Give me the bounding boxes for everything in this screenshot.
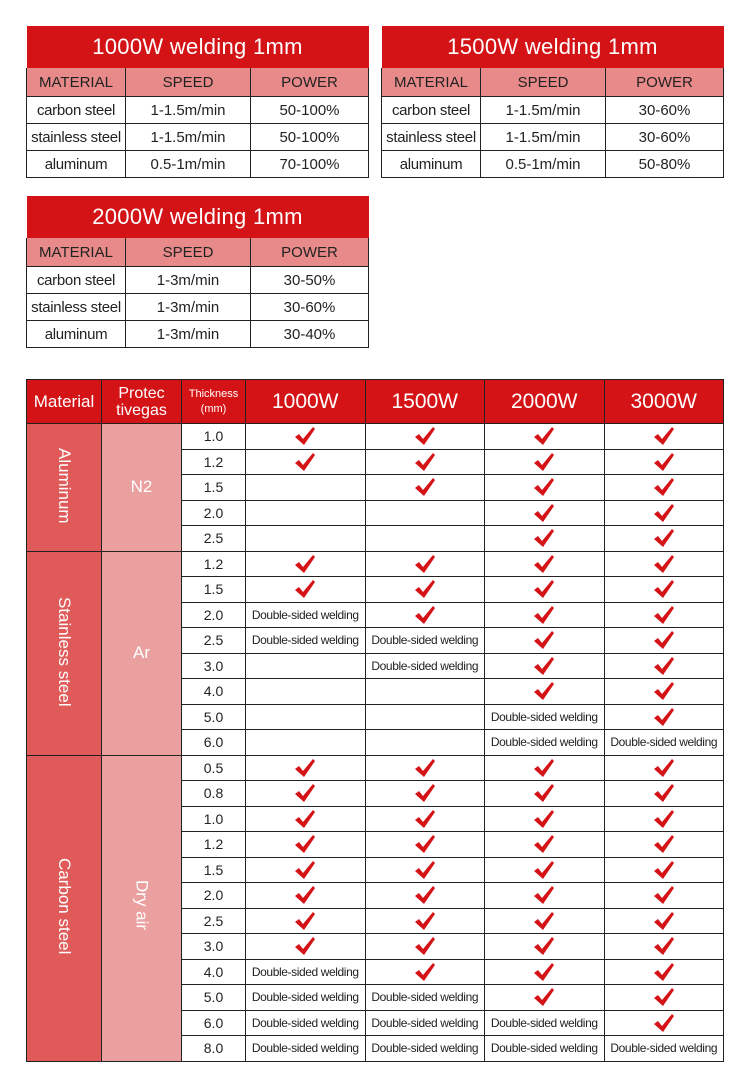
capability-cell <box>604 475 724 501</box>
checkmark-icon <box>414 886 436 902</box>
capability-cell <box>365 500 485 526</box>
column-header: SPEED <box>126 68 251 97</box>
speed-cell: 1-3m/min <box>126 294 251 321</box>
thickness-cell: 2.5 <box>182 526 246 552</box>
double-sided-welding-cell: Double-sided welding <box>246 1036 366 1062</box>
checkmark-icon <box>653 911 675 927</box>
speed-cell: 1-1.5m/min <box>126 97 251 124</box>
welding-table-1500w <box>381 26 724 178</box>
double-sided-welding-cell: Double-sided welding <box>246 1010 366 1036</box>
capability-cell <box>485 424 605 450</box>
capability-cell <box>485 653 605 679</box>
header-thickness-line1: Thickness <box>188 387 239 400</box>
material-cell: carbon steel <box>27 97 126 124</box>
table-row <box>27 124 369 151</box>
checkmark-icon <box>533 605 555 621</box>
thickness-cell: 8.0 <box>182 1036 246 1062</box>
capability-cell <box>485 985 605 1011</box>
capability-cell <box>604 602 724 628</box>
material-label: Carbon steel <box>55 858 74 955</box>
checkmark-icon <box>653 682 675 698</box>
checkmark-icon <box>653 427 675 443</box>
title-row <box>27 196 369 238</box>
thickness-cell: 3.0 <box>182 934 246 960</box>
checkmark-icon <box>414 911 436 927</box>
column-header: POWER <box>606 68 724 97</box>
gas-cell <box>102 424 182 552</box>
checkmark-icon <box>653 860 675 876</box>
power-cell: 30-50% <box>251 267 369 294</box>
capability-cell <box>246 934 366 960</box>
capability-cell <box>485 959 605 985</box>
double-sided-welding-cell: Double-sided welding <box>485 1036 605 1062</box>
gas-label: N2 <box>130 477 153 497</box>
material-cell: stainless steel <box>27 294 126 321</box>
capability-cell <box>246 449 366 475</box>
checkmark-icon <box>653 605 675 621</box>
checkmark-icon <box>653 554 675 570</box>
table-title: 1000W welding 1mm <box>27 26 369 68</box>
capability-cell <box>485 832 605 858</box>
checkmark-icon <box>653 988 675 1004</box>
double-sided-welding-cell: Double-sided welding <box>365 653 485 679</box>
capability-cell <box>365 449 485 475</box>
capability-cell <box>604 781 724 807</box>
header-3000w: 3000W <box>604 380 724 424</box>
checkmark-icon <box>533 580 555 596</box>
speed-cell: 1-3m/min <box>126 321 251 348</box>
checkmark-icon <box>294 758 316 774</box>
power-cell: 30-60% <box>606 124 724 151</box>
material-label: Aluminum <box>55 447 74 524</box>
welding-capability-table <box>26 379 724 1062</box>
double-sided-welding-cell: Double-sided welding <box>604 1036 724 1062</box>
capability-cell <box>485 526 605 552</box>
checkmark-icon <box>653 835 675 851</box>
power-cell: 50-80% <box>606 151 724 178</box>
column-header: MATERIAL <box>27 238 126 267</box>
capability-cell <box>246 577 366 603</box>
header-2000w: 2000W <box>485 380 605 424</box>
capability-cell <box>604 857 724 883</box>
capability-cell <box>365 883 485 909</box>
capability-cell <box>365 602 485 628</box>
capability-cell <box>604 704 724 730</box>
capability-cell <box>604 679 724 705</box>
checkmark-icon <box>294 886 316 902</box>
column-header: POWER <box>251 238 369 267</box>
double-sided-welding-cell: Double-sided welding <box>365 1010 485 1036</box>
table-row <box>382 97 724 124</box>
power-cell: 50-100% <box>251 124 369 151</box>
capability-cell <box>365 526 485 552</box>
header-row <box>382 68 724 97</box>
checkmark-icon <box>533 988 555 1004</box>
header-row <box>27 68 369 97</box>
checkmark-icon <box>653 580 675 596</box>
double-sided-welding-cell: Double-sided welding <box>365 1036 485 1062</box>
checkmark-icon <box>533 860 555 876</box>
thickness-cell: 6.0 <box>182 1010 246 1036</box>
speed-cell: 1-1.5m/min <box>481 124 606 151</box>
capability-cell <box>604 755 724 781</box>
header-row <box>27 380 724 424</box>
material-cell: aluminum <box>382 151 481 178</box>
checkmark-icon <box>653 452 675 468</box>
checkmark-icon <box>653 809 675 825</box>
checkmark-icon <box>653 529 675 545</box>
speed-cell: 1-1.5m/min <box>126 124 251 151</box>
power-cell: 30-40% <box>251 321 369 348</box>
checkmark-icon <box>414 809 436 825</box>
capability-cell <box>604 806 724 832</box>
table-row <box>27 755 724 781</box>
table-row <box>27 424 724 450</box>
capability-cell <box>485 755 605 781</box>
thickness-cell: 4.0 <box>182 679 246 705</box>
checkmark-icon <box>533 452 555 468</box>
column-header: MATERIAL <box>382 68 481 97</box>
double-sided-welding-cell: Double-sided welding <box>246 985 366 1011</box>
table-title: 1500W welding 1mm <box>382 26 724 68</box>
table-row <box>27 97 369 124</box>
capability-cell <box>485 857 605 883</box>
power-cell: 30-60% <box>251 294 369 321</box>
capability-cell <box>485 500 605 526</box>
capability-cell <box>246 755 366 781</box>
header-material: Material <box>27 380 102 424</box>
table-row <box>382 151 724 178</box>
capability-cell <box>604 959 724 985</box>
checkmark-icon <box>414 860 436 876</box>
table-row <box>27 151 369 178</box>
checkmark-icon <box>414 580 436 596</box>
checkmark-icon <box>653 707 675 723</box>
double-sided-welding-cell: Double-sided welding <box>246 959 366 985</box>
capability-cell <box>485 475 605 501</box>
capability-cell <box>485 551 605 577</box>
checkmark-icon <box>533 656 555 672</box>
capability-cell <box>604 985 724 1011</box>
capability-cell <box>604 526 724 552</box>
thickness-cell: 0.5 <box>182 755 246 781</box>
capability-cell <box>365 475 485 501</box>
material-group-cell <box>27 424 102 552</box>
checkmark-icon <box>414 835 436 851</box>
checkmark-icon <box>653 962 675 978</box>
capability-cell <box>365 934 485 960</box>
double-sided-welding-cell: Double-sided welding <box>485 730 605 756</box>
capability-cell <box>485 628 605 654</box>
checkmark-icon <box>533 758 555 774</box>
table-title: 2000W welding 1mm <box>27 196 369 238</box>
table-row <box>382 124 724 151</box>
header-1000w: 1000W <box>246 380 366 424</box>
capability-cell <box>485 602 605 628</box>
checkmark-icon <box>653 478 675 494</box>
table-row <box>27 267 369 294</box>
checkmark-icon <box>653 631 675 647</box>
checkmark-icon <box>414 962 436 978</box>
double-sided-welding-cell: Double-sided welding <box>246 602 366 628</box>
checkmark-icon <box>653 937 675 953</box>
capability-cell <box>604 577 724 603</box>
capability-cell <box>246 653 366 679</box>
thickness-cell: 1.5 <box>182 475 246 501</box>
checkmark-icon <box>533 911 555 927</box>
thickness-cell: 1.5 <box>182 577 246 603</box>
checkmark-icon <box>533 529 555 545</box>
capability-cell <box>485 908 605 934</box>
checkmark-icon <box>533 503 555 519</box>
checkmark-icon <box>414 554 436 570</box>
capability-cell <box>365 704 485 730</box>
header-row <box>27 238 369 267</box>
checkmark-icon <box>533 962 555 978</box>
checkmark-icon <box>533 886 555 902</box>
column-header: SPEED <box>126 238 251 267</box>
capability-cell <box>246 883 366 909</box>
capability-cell <box>365 730 485 756</box>
capability-cell <box>246 551 366 577</box>
capability-cell <box>485 781 605 807</box>
capability-cell <box>246 679 366 705</box>
checkmark-icon <box>414 427 436 443</box>
capability-cell <box>604 628 724 654</box>
table-row <box>27 321 369 348</box>
double-sided-welding-cell: Double-sided welding <box>365 985 485 1011</box>
welding-table-2000w <box>26 196 369 348</box>
double-sided-welding-cell: Double-sided welding <box>604 730 724 756</box>
thickness-cell: 1.5 <box>182 857 246 883</box>
capability-cell <box>604 832 724 858</box>
capability-cell <box>365 755 485 781</box>
thickness-cell: 2.5 <box>182 908 246 934</box>
capability-cell <box>485 449 605 475</box>
thickness-cell: 5.0 <box>182 704 246 730</box>
thickness-cell: 2.5 <box>182 628 246 654</box>
material-cell: stainless steel <box>27 124 126 151</box>
power-cell: 30-60% <box>606 97 724 124</box>
table-row <box>27 294 369 321</box>
column-header: MATERIAL <box>27 68 126 97</box>
thickness-cell: 6.0 <box>182 730 246 756</box>
checkmark-icon <box>414 478 436 494</box>
capability-cell <box>246 730 366 756</box>
capability-cell <box>246 526 366 552</box>
capability-cell <box>604 653 724 679</box>
thickness-cell: 1.2 <box>182 551 246 577</box>
capability-cell <box>485 883 605 909</box>
checkmark-icon <box>533 631 555 647</box>
checkmark-icon <box>294 860 316 876</box>
capability-cell <box>246 832 366 858</box>
capability-cell <box>365 577 485 603</box>
checkmark-icon <box>294 784 316 800</box>
checkmark-icon <box>294 554 316 570</box>
capability-cell <box>365 679 485 705</box>
thickness-cell: 2.0 <box>182 883 246 909</box>
column-header: SPEED <box>481 68 606 97</box>
gas-label: Ar <box>133 643 150 662</box>
material-group-cell <box>27 755 102 1061</box>
capability-cell <box>485 806 605 832</box>
double-sided-welding-cell: Double-sided welding <box>485 1010 605 1036</box>
capability-cell <box>246 475 366 501</box>
checkmark-icon <box>294 452 316 468</box>
checkmark-icon <box>653 503 675 519</box>
double-sided-welding-cell: Double-sided welding <box>246 628 366 654</box>
thickness-cell: 3.0 <box>182 653 246 679</box>
checkmark-icon <box>533 478 555 494</box>
capability-cell <box>604 1010 724 1036</box>
capability-cell <box>604 908 724 934</box>
capability-cell <box>246 424 366 450</box>
material-cell: aluminum <box>27 151 126 178</box>
checkmark-icon <box>414 937 436 953</box>
checkmark-icon <box>533 809 555 825</box>
capability-cell <box>604 934 724 960</box>
thickness-cell: 0.8 <box>182 781 246 807</box>
capability-cell <box>246 857 366 883</box>
checkmark-icon <box>653 758 675 774</box>
material-cell: stainless steel <box>382 124 481 151</box>
capability-cell <box>246 908 366 934</box>
capability-cell <box>604 449 724 475</box>
checkmark-icon <box>414 605 436 621</box>
checkmark-icon <box>533 682 555 698</box>
header-thickness <box>182 380 246 424</box>
power-cell: 50-100% <box>251 97 369 124</box>
checkmark-icon <box>653 886 675 902</box>
thickness-cell: 1.2 <box>182 449 246 475</box>
title-row <box>27 26 369 68</box>
checkmark-icon <box>533 937 555 953</box>
checkmark-icon <box>294 937 316 953</box>
capability-cell <box>604 500 724 526</box>
checkmark-icon <box>653 1013 675 1029</box>
title-row <box>382 26 724 68</box>
capability-cell <box>604 551 724 577</box>
speed-cell: 0.5-1m/min <box>481 151 606 178</box>
thickness-cell: 1.2 <box>182 832 246 858</box>
capability-cell <box>604 883 724 909</box>
capability-cell <box>365 857 485 883</box>
power-cell: 70-100% <box>251 151 369 178</box>
capability-cell <box>246 500 366 526</box>
header-thickness-line2: (mm) <box>200 402 227 415</box>
checkmark-icon <box>414 758 436 774</box>
table-row <box>27 551 724 577</box>
speed-cell: 0.5-1m/min <box>126 151 251 178</box>
double-sided-welding-cell: Double-sided welding <box>365 628 485 654</box>
thickness-cell: 1.0 <box>182 424 246 450</box>
capability-cell <box>365 781 485 807</box>
checkmark-icon <box>294 911 316 927</box>
checkmark-icon <box>294 835 316 851</box>
material-cell: carbon steel <box>27 267 126 294</box>
material-label: Stainless steel <box>55 596 74 707</box>
header-gas-line2: tivegas <box>116 401 167 419</box>
capability-cell <box>246 806 366 832</box>
speed-cell: 1-1.5m/min <box>481 97 606 124</box>
thickness-cell: 5.0 <box>182 985 246 1011</box>
capability-cell <box>365 424 485 450</box>
thickness-cell: 1.0 <box>182 806 246 832</box>
capability-cell <box>365 806 485 832</box>
checkmark-icon <box>533 835 555 851</box>
checkmark-icon <box>414 452 436 468</box>
double-sided-welding-cell: Double-sided welding <box>485 704 605 730</box>
gas-cell <box>102 755 182 1061</box>
material-group-cell <box>27 551 102 755</box>
checkmark-icon <box>653 784 675 800</box>
column-header: POWER <box>251 68 369 97</box>
capability-cell <box>365 832 485 858</box>
thickness-cell: 2.0 <box>182 602 246 628</box>
capability-cell <box>246 781 366 807</box>
capability-cell <box>365 908 485 934</box>
capability-cell <box>365 551 485 577</box>
checkmark-icon <box>294 580 316 596</box>
checkmark-icon <box>653 656 675 672</box>
checkmark-icon <box>533 554 555 570</box>
capability-cell <box>246 704 366 730</box>
capability-cell <box>365 959 485 985</box>
gas-cell <box>102 551 182 755</box>
thickness-cell: 4.0 <box>182 959 246 985</box>
header-gas <box>102 380 182 424</box>
welding-table-1000w <box>26 26 369 178</box>
speed-cell: 1-3m/min <box>126 267 251 294</box>
checkmark-icon <box>294 427 316 443</box>
checkmark-icon <box>414 784 436 800</box>
material-cell: aluminum <box>27 321 126 348</box>
capability-cell <box>485 577 605 603</box>
checkmark-icon <box>533 784 555 800</box>
capability-cell <box>485 934 605 960</box>
capability-cell <box>604 424 724 450</box>
capability-cell <box>485 679 605 705</box>
header-1500w: 1500W <box>365 380 485 424</box>
header-gas-line1: Protec <box>118 384 165 402</box>
thickness-cell: 2.0 <box>182 500 246 526</box>
material-cell: carbon steel <box>382 97 481 124</box>
checkmark-icon <box>294 809 316 825</box>
checkmark-icon <box>533 427 555 443</box>
gas-label: Dry air <box>132 880 152 931</box>
